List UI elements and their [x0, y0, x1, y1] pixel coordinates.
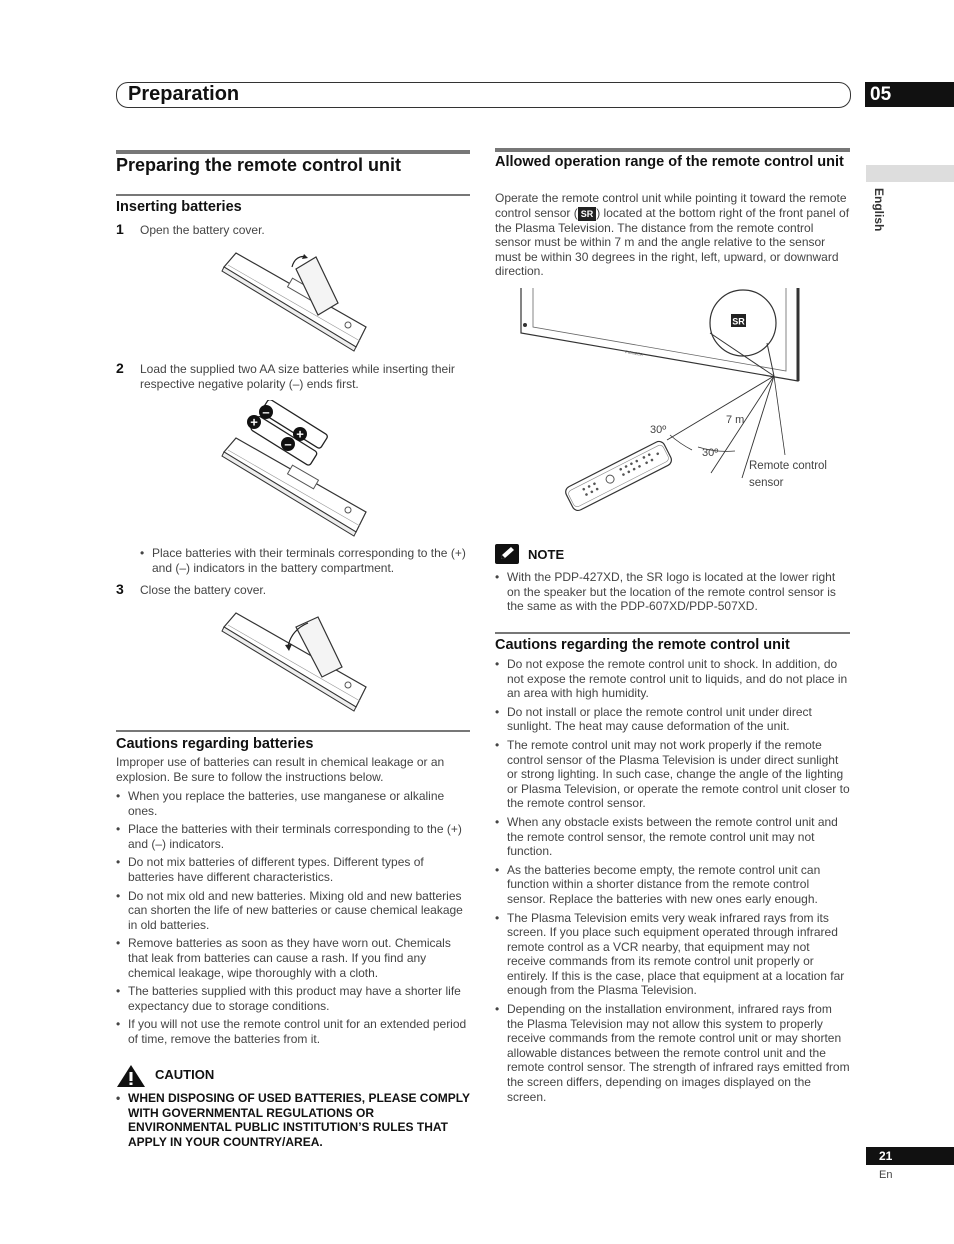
list-item: • Place the batteries with their terminals corresponding to the (+) and (–) indicators. [116, 822, 470, 851]
operation-range-diagram [495, 285, 850, 530]
list-item: • Do not expose the remote control unit to shock. In addition, do not expose the remote control unit to liquids, and do not place in an area with high humidity. [495, 657, 850, 701]
list-item: • The remote control unit may not work properly if the remote control sensor of the Plasma Television is under direct sunlight or strong lighting. In such case, change the angle of the lighting or Plasma Television, or operate the remote control unit closer to the remote control sensor. [495, 738, 850, 811]
section-title: Preparing the remote control unit [116, 155, 402, 175]
subsection-rule [116, 194, 470, 196]
remote-insert-batteries-illustration [218, 400, 368, 538]
cautions-remote-list [495, 657, 850, 1104]
cautions-remote-heading: Cautions regarding the remote control unit [495, 637, 790, 653]
cautions-batteries-heading: Cautions regarding batteries [116, 736, 314, 752]
step-3-text: Close the battery cover. [140, 583, 267, 597]
chapter-number: 05 [865, 82, 954, 107]
svg-text:–: – [284, 436, 292, 452]
caution-warning-icon [116, 1064, 146, 1088]
list-item: • When any obstacle exists between the remote control unit and the remote control sensor, the remote control unit may not function. [495, 815, 850, 859]
page-header-title: Preparation [128, 83, 240, 105]
allowed-range-heading: Allowed operation range of the remote control unit [495, 154, 844, 170]
note-pencil-icon [495, 544, 519, 564]
subsection-rule [495, 632, 850, 634]
svg-text:Remote control: Remote control [749, 460, 827, 472]
list-item: • The batteries supplied with this product may have a shorter life expectancy due to storage conditions. [116, 984, 470, 1013]
list-item: • Do not install or place the remote control unit under direct sunlight. The heat may cause deformation of the unit. [495, 705, 850, 734]
allowed-range-text: Operate the remote control unit while pointing it toward the remote control sensor ( SR ) located at the bottom right of the front panel of the Plasma Television. The distance from the remote control sensor must be within 7 m and the angle relative to the sensor must be within 30 degrees in the right, left, upward, or downward direction. [495, 191, 850, 279]
language-label: English [872, 188, 886, 232]
caution-label: CAUTION [155, 1067, 215, 1082]
cautions-batteries-list [116, 789, 470, 1047]
step-3-number: 3 [116, 581, 124, 597]
sr-logo-icon: SR [578, 207, 597, 221]
language-tab [866, 165, 954, 182]
inserting-batteries-heading: Inserting batteries [116, 199, 242, 215]
cautions-batteries-intro: Improper use of batteries can result in chemical leakage or an explosion. Be sure to follow the instructions below. [116, 755, 445, 784]
remote-close-cover-illustration [218, 605, 368, 713]
caution-text: • WHEN DISPOSING OF USED BATTERIES, PLEASE COMPLY WITH GOVERNMENTAL REGULATIONS OR ENVIRONMENTAL PUBLIC INSTITUTION’S RULES THAT APPLY IN YOUR COUNTRY/AREA. [116, 1091, 470, 1149]
list-item: • The Plasma Television emits very weak infrared rays from its screen. If you place such equipment operated through infrared remote control as a VCR nearby, that equipment may not receive commands from its remote control unit properly or entirely. If this is the case, place that equipment at a location far enough from the Plasma Television. [495, 911, 850, 999]
svg-text:–: – [262, 404, 270, 420]
page-number: 21 [866, 1147, 954, 1165]
svg-text:+: + [250, 414, 258, 430]
svg-text:30º: 30º [650, 424, 667, 436]
sr-logo-icon: SR [732, 316, 745, 327]
svg-text:30º: 30º [702, 447, 719, 459]
svg-text:sensor: sensor [749, 477, 784, 489]
note-text: • With the PDP-427XD, the SR logo is located at the lower right on the speaker but the location of the remote control sensor is the same as with the PDP-607XD/PDP-507XD. [495, 570, 850, 614]
svg-text:+: + [296, 426, 304, 442]
page-language-code: En [879, 1169, 893, 1181]
list-item: • Remove batteries as soon as they have worn out. Chemicals that leak from batteries can cause a rash. If you find any chemical leakage, wipe thoroughly with a cloth. [116, 936, 470, 980]
svg-text:PIONEER: PIONEER [624, 349, 644, 358]
svg-text:7 m: 7 m [726, 414, 745, 426]
remote-control-drawing [564, 439, 674, 512]
list-item: • Depending on the installation environment, infrared rays from the Plasma Television may not allow this system to properly receive commands from the remote control unit or may shorten allowable distances between the remote control unit and the remote control sensor. The strength of infrared rays emitted from the screen differs, depending on images displayed on the screen. [495, 1002, 850, 1104]
list-item: • As the batteries become empty, the remote control unit can function within a shorter distance from the remote control sensor. Replace the batteries with new ones early enough. [495, 863, 850, 907]
subsection-rule [116, 730, 470, 732]
step-2-bullet: • Place batteries with their terminals corresponding to the (+) and (–) indicators in the battery compartment. [140, 546, 470, 575]
list-item: • When you replace the batteries, use manganese or alkaline ones. [116, 789, 470, 818]
remote-open-cover-illustration [218, 245, 368, 353]
step-1-text: Open the battery cover. [140, 223, 265, 237]
step-1-number: 1 [116, 221, 124, 237]
list-item: • Do not mix old and new batteries. Mixing old and new batteries can shorten the life of new batteries or cause chemical leakage in old batteries. [116, 889, 470, 933]
section-rule [116, 150, 470, 154]
step-2-number: 2 [116, 360, 124, 376]
section-rule [495, 148, 850, 152]
note-label: NOTE [528, 547, 565, 562]
list-item: • If you will not use the remote control unit for an extended period of time, remove the batteries from it. [116, 1017, 470, 1046]
step-2-text: Load the supplied two AA size batteries while inserting their respective negative polarity (–) ends first. [140, 362, 455, 391]
list-item: • Do not mix batteries of different types. Different types of batteries have different characteristics. [116, 855, 470, 884]
